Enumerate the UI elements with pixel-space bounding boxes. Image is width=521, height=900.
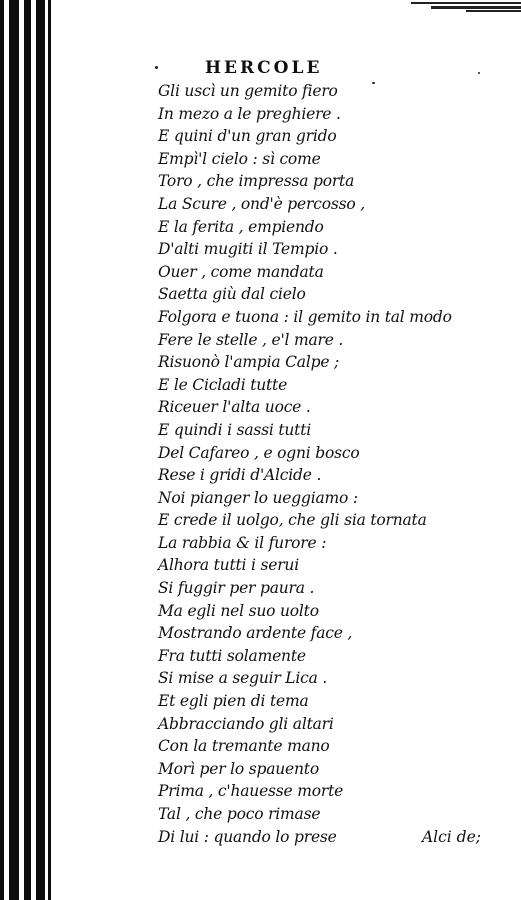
ink-speck [155,66,158,69]
verse-line: Toro , che impressa porta [158,172,355,191]
verse-line: Rese i gridi d'Alcide . [158,466,322,485]
verse-line: Morì per lo spauento [158,759,319,778]
verse-line: Folgora e tuona : il gemito in tal modo [158,307,452,326]
running-header: HERCOLE [205,58,323,78]
verse-line: E crede il uolgo, che gli sia tornata [158,511,427,530]
verse-line: Prima , c'hauesse morte [158,782,344,801]
verse-line: Di lui : quando lo prese [158,827,337,846]
verse-line: Noi pianger lo ueggiamo : [158,488,358,507]
verse-line: Et egli pien di tema [158,692,309,711]
gutter-shadow [9,0,19,900]
verse-line: E le Cicladi tutte [158,375,288,394]
verse-line: E quindi i sassi tutti [158,420,311,439]
verse-line: E quini d'un gran grido [158,127,337,146]
verse-line: Abbracciando gli altari [158,714,334,733]
verse-line: Risuonò l'ampia Calpe ; [158,353,340,372]
verse-line: In mezo a le preghiere . [158,104,341,123]
page-edge-top [411,0,521,16]
verse-line: E la ferita , empiendo [158,217,324,236]
verse-line: Ouer , come mandata [158,262,324,281]
catchword: Alci de; [421,828,481,846]
verse-line: Fere le stelle , e'l mare . [158,330,344,349]
verse-line: La Scure , ond'è percosso , [158,194,365,213]
ink-speck [478,72,480,74]
gutter-shadow [0,0,4,900]
verse-line: Tal , che poco rimase [158,805,321,823]
verse-line: Empì'l cielo : sì come [158,149,321,168]
verse-block [158,80,452,848]
verse-line: La rabbia & il furore : [158,533,327,552]
gutter-shadow [36,0,45,900]
verse-line: Fra tutti solamente [158,646,306,665]
verse-line: Riceuer l'alta uoce . [158,398,311,417]
verse-line: D'alti mugiti il Tempio . [158,240,338,259]
verse-line: Ma egli nel suo uolto [158,601,319,620]
gutter-shadow [24,0,31,900]
verse-line: Si mise a seguir Lica . [158,669,328,688]
verse-line: Saetta giù dal cielo [158,285,306,304]
verse-line: Mostrando ardente face , [158,624,353,643]
verse-line: Alhora tutti i serui [158,556,299,575]
binding-gutter [0,0,52,900]
verse-line: Con la tremante mano [158,737,330,756]
gutter-shadow [48,0,51,900]
verse-line: Gli uscì un gemito fiero [158,82,338,100]
verse-line: Del Cafareo , e ogni bosco [158,443,360,462]
verse-line: Si fuggir per paura . [158,579,315,598]
